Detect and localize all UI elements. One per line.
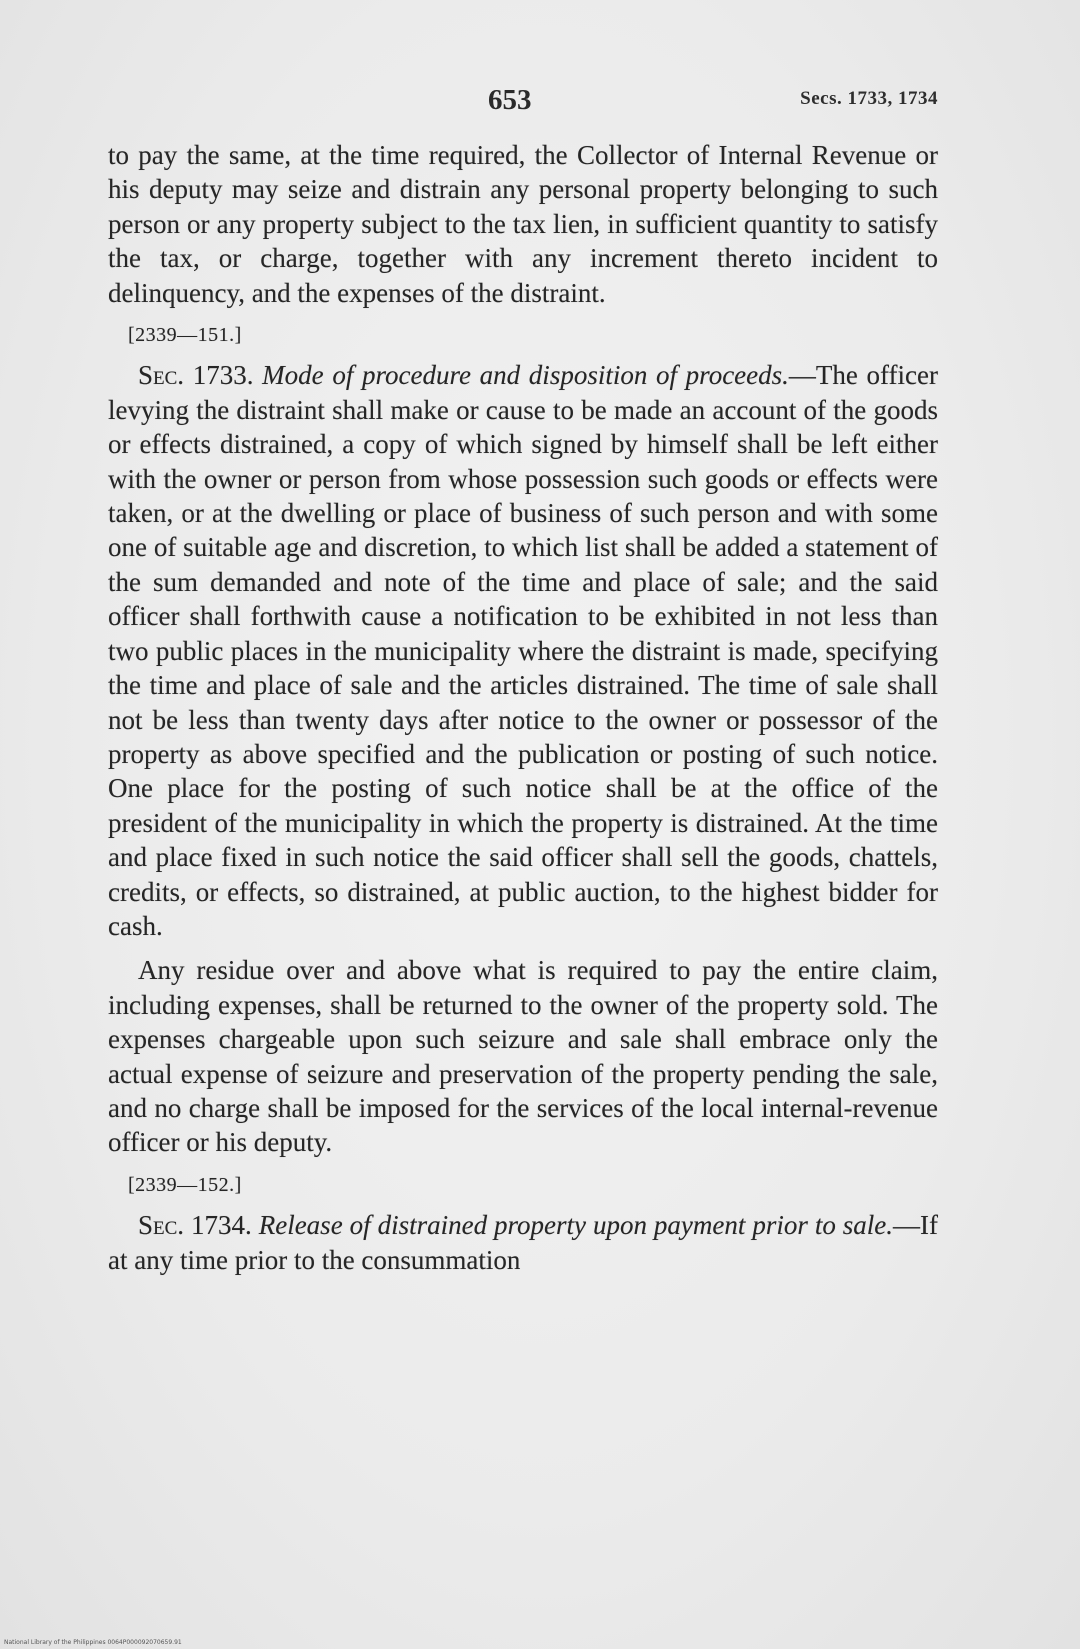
section-1734-body: —If at any time prior to the consummation — [108, 1210, 939, 1275]
section-1734-paragraph — [108, 1208, 938, 1277]
section-1733-paragraph — [108, 358, 938, 943]
section-1733-label: Sec. 1733. — [138, 360, 254, 391]
residue-paragraph: Any residue over and above what is required to pay the entire claim, including expenses, shall be returned to the owner of the property sold. The expenses chargeable upon such seizure and sale shall embrace only the actual expense of seizure and preservation of the property pending the sale, and no charge shall be imposed for the services of the local internal-revenue officer or his deputy. — [108, 955, 938, 1158]
section-1734-title: Release of distrained property upon payment prior to sale. — [258, 1210, 894, 1241]
page-number: 653 — [488, 84, 532, 116]
section-1734-label: Sec. 1734. — [138, 1210, 252, 1241]
citation-2339-152: [2339—152.] — [128, 1173, 242, 1196]
body-text — [108, 138, 938, 1277]
section-reference: Secs. 1733, 1734 — [800, 88, 938, 109]
section-1733-body: —The officer levying the distraint shall make or cause to be made an account of the goods or effects distrained, a copy of which signed by himself shall be left either with the owner or person from whose possession such goods or effects were taken, or at the dwelling or place of business of such person and with some one of suitable age and discretion, to which list shall be added a statement of the sum demanded and note of the time and place of sale; and the said officer shall forthwith cause a notification to be exhibited in not less than two public places in the municipality where the distraint is made, specifying the time and place of sale and the articles distrained. The time of sale shall not be less than twenty days after notice to the owner or possessor of the property as above specified and the publication or posting of such notice. One place for the posting of such notice shall be at the office of the president of the municipality in which the property is distrained. At the time and place fixed in such notice the said officer shall sell the goods, chattels, credits, or effects, so distrained, at public auction, to the highest bidder for cash. — [108, 360, 939, 941]
page-header — [110, 80, 938, 120]
library-stamp: National Library of the Philippines 0064P000092070659.91 — [4, 1639, 182, 1646]
citation-2339-151: [2339—151.] — [128, 324, 242, 347]
continuation-paragraph: to pay the same, at the time required, the Collector of Internal Revenue or his deputy may seize and distrain any personal property belonging to such person or any property subject to the tax lien, in sufficient quantity to satisfy the tax, or charge, together with any increment thereto incident to delinquency, and the expenses of the distraint. — [108, 140, 938, 308]
section-1733-title: Mode of procedure and disposition of proceeds. — [262, 360, 789, 391]
